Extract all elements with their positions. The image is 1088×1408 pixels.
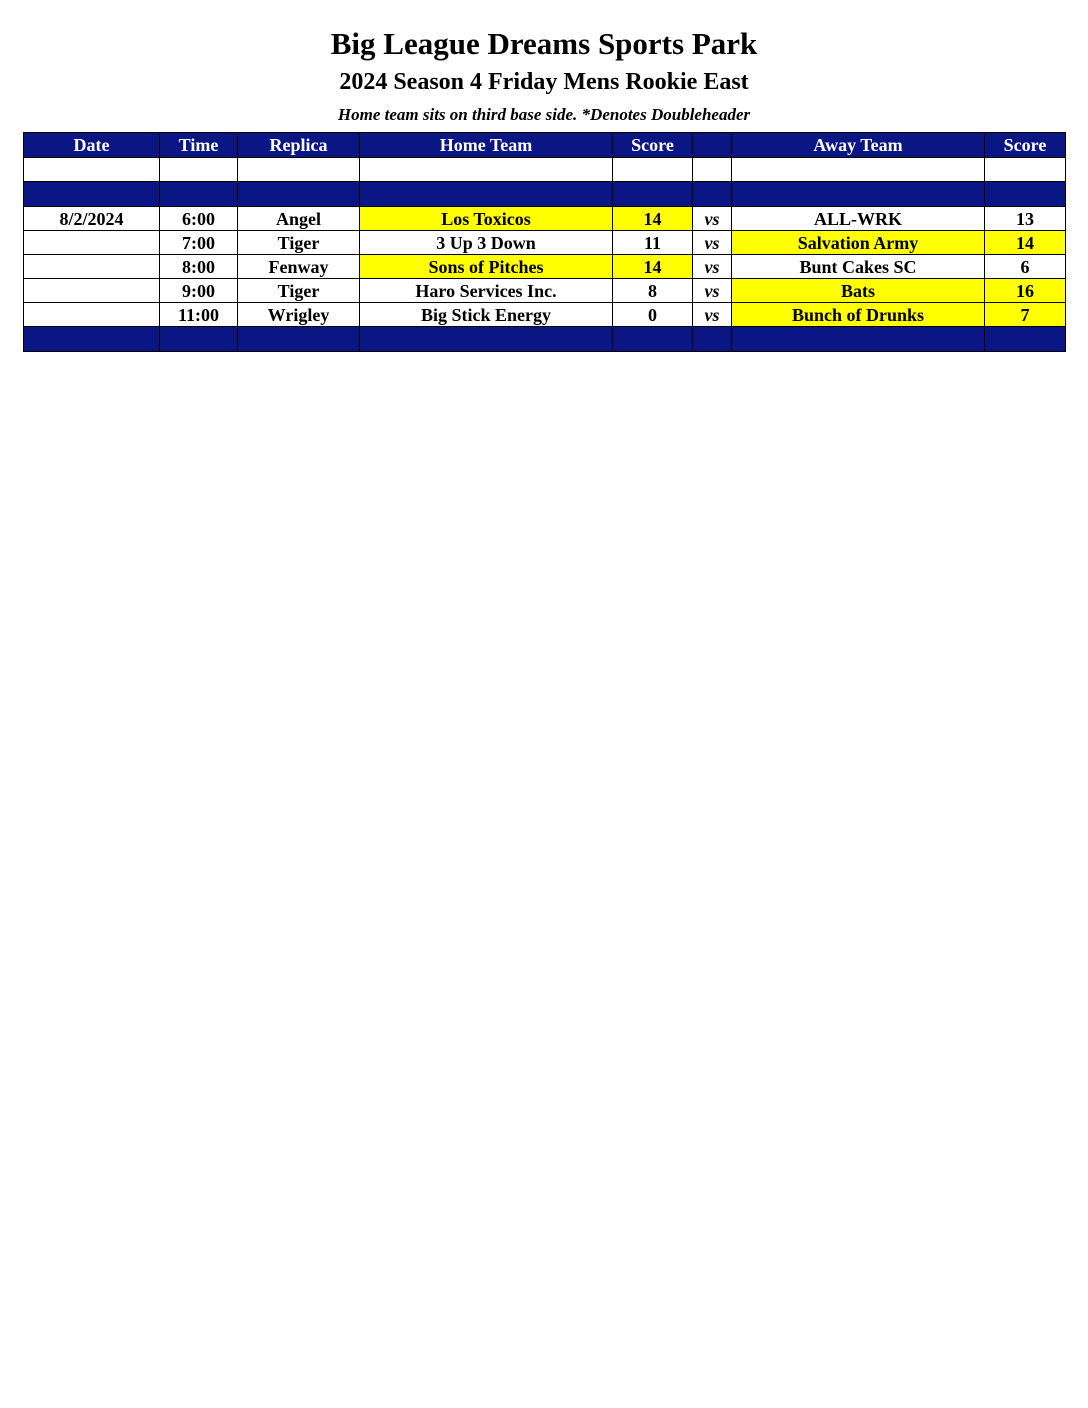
away-team-cell: ALL-WRK	[732, 207, 985, 231]
time-cell: 9:00	[160, 279, 238, 303]
column-header-vs	[693, 133, 732, 158]
column-header-away-score: Score	[985, 133, 1066, 158]
replica-cell: Wrigley	[238, 303, 360, 327]
home-team-cell: Big Stick Energy	[360, 303, 613, 327]
away-score-cell: 14	[985, 231, 1066, 255]
home-score-cell: 14	[613, 255, 693, 279]
home-score-cell: 8	[613, 279, 693, 303]
home-team-cell: 3 Up 3 Down	[360, 231, 613, 255]
away-score-cell: 13	[985, 207, 1066, 231]
time-cell: 8:00	[160, 255, 238, 279]
divider-bar-row	[24, 182, 1066, 207]
away-score-cell: 16	[985, 279, 1066, 303]
replica-cell: Tiger	[238, 279, 360, 303]
table-row	[24, 207, 1066, 231]
vs-cell: vs	[693, 303, 732, 327]
table-row	[24, 303, 1066, 327]
vs-cell: vs	[693, 207, 732, 231]
column-header-home-score: Score	[613, 133, 693, 158]
time-cell: 6:00	[160, 207, 238, 231]
table-row	[24, 231, 1066, 255]
away-team-cell: Bats	[732, 279, 985, 303]
replica-cell: Fenway	[238, 255, 360, 279]
home-score-cell: 14	[613, 207, 693, 231]
home-team-cell: Sons of Pitches	[360, 255, 613, 279]
page-subtitle: 2024 Season 4 Friday Mens Rookie East	[339, 69, 749, 95]
date-cell	[24, 255, 160, 279]
column-header-home-team: Home Team	[360, 133, 613, 158]
date-cell	[24, 303, 160, 327]
date-cell	[24, 231, 160, 255]
table-row	[24, 255, 1066, 279]
away-score-cell: 7	[985, 303, 1066, 327]
schedule-table	[23, 132, 1066, 352]
vs-cell: vs	[693, 255, 732, 279]
time-cell: 11:00	[160, 303, 238, 327]
schedule-note: Home team sits on third base side. *Denotes Doubleheader	[337, 105, 751, 124]
date-cell: 8/2/2024	[24, 207, 160, 231]
footer-bar-row	[24, 327, 1066, 352]
away-team-cell: Bunt Cakes SC	[732, 255, 985, 279]
vs-cell: vs	[693, 279, 732, 303]
time-cell: 7:00	[160, 231, 238, 255]
replica-cell: Angel	[238, 207, 360, 231]
replica-cell: Tiger	[238, 231, 360, 255]
home-team-cell: Haro Services Inc.	[360, 279, 613, 303]
date-cell	[24, 279, 160, 303]
away-score-cell: 6	[985, 255, 1066, 279]
column-header-away-team: Away Team	[732, 133, 985, 158]
home-score-cell: 11	[613, 231, 693, 255]
table-header-row	[24, 133, 1066, 158]
home-team-cell: Los Toxicos	[360, 207, 613, 231]
table-row	[24, 279, 1066, 303]
page-title: Big League Dreams Sports Park	[330, 26, 758, 61]
home-score-cell: 0	[613, 303, 693, 327]
spacer-row	[24, 158, 1066, 182]
vs-cell: vs	[693, 231, 732, 255]
column-header-time: Time	[160, 133, 238, 158]
column-header-replica: Replica	[238, 133, 360, 158]
column-header-date: Date	[24, 133, 160, 158]
away-team-cell: Bunch of Drunks	[732, 303, 985, 327]
away-team-cell: Salvation Army	[732, 231, 985, 255]
